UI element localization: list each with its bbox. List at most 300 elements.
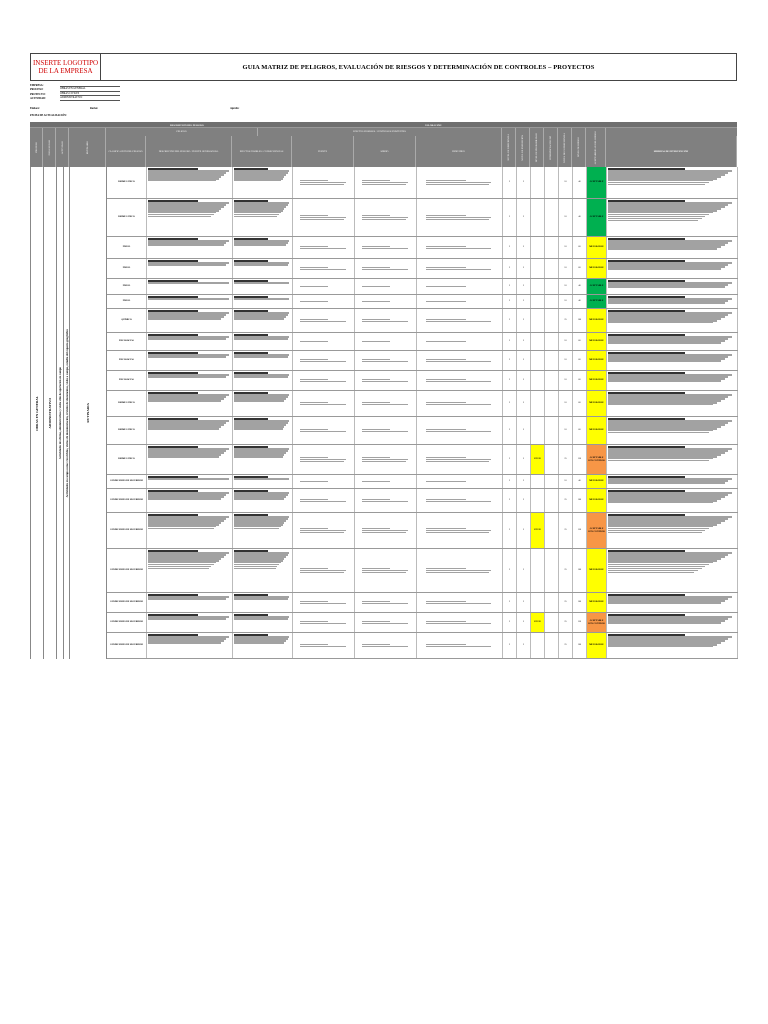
effects-cell xyxy=(233,513,293,548)
value-cell: 10 xyxy=(559,475,573,488)
hazard-description-cell xyxy=(147,199,233,236)
table-row xyxy=(107,445,738,475)
probability-cell xyxy=(531,333,545,350)
group-label: RUTINARIA xyxy=(86,403,90,423)
control-cell xyxy=(355,333,417,350)
value-cell: 2 xyxy=(503,279,517,294)
table-row xyxy=(107,295,738,309)
band-left-label: DESCRIPCIÓN DEL PELIGRO xyxy=(170,123,204,127)
column-header: DESCRIPCIÓN DEL PELIGRO / FUENTE GENERADORA xyxy=(146,136,232,167)
column-header xyxy=(56,128,69,167)
intervention-measures-cell xyxy=(607,333,738,350)
interpretation-cell xyxy=(545,391,559,416)
value-cell: 2 xyxy=(503,333,517,350)
intervention-measures-cell xyxy=(607,237,738,258)
value-cell: 2 xyxy=(503,199,517,236)
column-header: EFECTOS POSIBLES / CONSECUENCIAS xyxy=(232,136,292,167)
group-label: Actividades de oficina, administrativas y visita sitio de operación en campo xyxy=(58,366,62,460)
control-cell xyxy=(417,593,503,612)
value-cell: 2 xyxy=(503,593,517,612)
control-cell xyxy=(417,259,503,278)
table-row xyxy=(107,333,738,351)
effects-cell xyxy=(233,613,293,632)
hazard-class-cell: BIOMECÁNICO xyxy=(107,199,147,236)
control-cell xyxy=(355,549,417,592)
hazard-matrix-table xyxy=(30,122,737,659)
hazard-description-cell xyxy=(147,633,233,658)
probability-cell xyxy=(531,593,545,612)
control-cell xyxy=(417,445,503,474)
table-row xyxy=(107,549,738,593)
probability-cell xyxy=(531,259,545,278)
column-header: FUENTE xyxy=(292,136,354,167)
interpretation-cell xyxy=(545,237,559,258)
group-proceso xyxy=(31,167,44,659)
value-cell: 25 xyxy=(559,513,573,548)
control-cell xyxy=(417,371,503,390)
control-cell xyxy=(293,445,355,474)
interpretation-cell xyxy=(545,371,559,390)
column-header-label: NIVEL DE EXPOSICIÓN xyxy=(521,134,524,161)
value-cell: 3 xyxy=(517,333,531,350)
acceptability-badge: ACEPTABLE CON CONTROL xyxy=(587,513,607,548)
acceptability-badge: MEJORABLE xyxy=(587,237,607,258)
table-row xyxy=(107,167,738,199)
value-cell: 150 xyxy=(573,613,587,632)
column-header-label: ACTIVIDAD xyxy=(60,140,64,155)
control-cell xyxy=(293,513,355,548)
effects-cell xyxy=(233,417,293,444)
probability-cell: MEDIO xyxy=(531,613,545,632)
value-cell: 10 xyxy=(559,371,573,390)
meta-label: PROCESO: xyxy=(30,88,44,92)
approval-label: Revisó: xyxy=(90,107,99,110)
value-cell: 3 xyxy=(517,613,531,632)
hazard-description-cell xyxy=(147,295,233,308)
interpretation-cell xyxy=(545,199,559,236)
value-cell: 2 xyxy=(503,613,517,632)
hazard-class-cell: CONDICIONES DE SEGURIDAD xyxy=(107,489,147,512)
intervention-measures-cell xyxy=(607,489,738,512)
group-label: OBRAS EN GENERAL xyxy=(35,395,39,431)
control-cell xyxy=(355,351,417,370)
hazard-class-cell: CONDICIONES DE SEGURIDAD xyxy=(107,549,147,592)
intervention-measures-cell xyxy=(607,593,738,612)
logo-placeholder: INSERTE LOGOTIPO DE LA EMPRESA xyxy=(31,54,101,80)
control-cell xyxy=(355,309,417,332)
control-cell xyxy=(355,295,417,308)
control-cell xyxy=(293,199,355,236)
value-cell: 2 xyxy=(517,475,531,488)
hazard-description-cell xyxy=(147,475,233,488)
table-row xyxy=(107,351,738,371)
subheader-efectos: EFECTOS POSIBLES / CONTROLES EXISTENTES xyxy=(258,128,502,136)
value-cell: 10 xyxy=(559,417,573,444)
probability-cell xyxy=(531,279,545,294)
group-label: ADMINISTRATIVO xyxy=(48,397,52,429)
intervention-measures-cell xyxy=(607,351,738,370)
hazard-description-cell xyxy=(147,351,233,370)
acceptability-badge: MEJORABLE xyxy=(587,333,607,350)
hazard-class-cell: FÍSICO xyxy=(107,259,147,278)
control-cell xyxy=(417,489,503,512)
control-cell xyxy=(293,309,355,332)
intervention-measures-cell xyxy=(607,167,738,198)
column-header xyxy=(69,128,106,167)
interpretation-cell xyxy=(545,489,559,512)
control-cell xyxy=(293,167,355,198)
value-cell: 2 xyxy=(503,259,517,278)
value-cell: 10 xyxy=(559,279,573,294)
update-date-label: FECHA DE ACTUALIZACIÓN: xyxy=(30,114,67,117)
value-cell: 10 xyxy=(559,295,573,308)
value-cell: 3 xyxy=(517,417,531,444)
control-cell xyxy=(293,259,355,278)
control-cell xyxy=(293,613,355,632)
effects-cell xyxy=(233,593,293,612)
hazard-description-cell xyxy=(147,259,233,278)
intervention-measures-cell xyxy=(607,633,738,658)
interpretation-cell xyxy=(545,475,559,488)
value-cell: 3 xyxy=(517,351,531,370)
acceptability-badge: ACEPTABLE xyxy=(587,279,607,294)
value-cell: 10 xyxy=(559,167,573,198)
value-cell: 2 xyxy=(503,295,517,308)
interpretation-cell xyxy=(545,593,559,612)
subheader-peligro: PELIGRO xyxy=(106,128,258,136)
effects-cell xyxy=(233,549,293,592)
interpretation-cell xyxy=(545,259,559,278)
acceptability-badge: ACEPTABLE xyxy=(587,167,607,198)
value-cell: 60 xyxy=(573,237,587,258)
value-cell: 2 xyxy=(503,309,517,332)
intervention-measures-cell xyxy=(607,371,738,390)
acceptability-badge: ACEPTABLE CON CONTROL xyxy=(587,445,607,474)
value-cell: 10 xyxy=(559,237,573,258)
value-cell: 3 xyxy=(517,237,531,258)
effects-cell xyxy=(233,333,293,350)
control-cell xyxy=(417,549,503,592)
hazard-class-cell: CONDICIONES DE SEGURIDAD xyxy=(107,633,147,658)
value-cell: 40 xyxy=(573,167,587,198)
value-cell: 2 xyxy=(503,489,517,512)
value-cell: 2 xyxy=(503,633,517,658)
hazard-class-cell: PSICOSOCIAL xyxy=(107,333,147,350)
table-row xyxy=(107,417,738,445)
meta-label: ACTIVIDAD: xyxy=(30,97,46,101)
table-header xyxy=(30,122,737,167)
intervention-measures-cell xyxy=(607,613,738,632)
value-cell: 3 xyxy=(517,445,531,474)
acceptability-badge: MEJORABLE xyxy=(587,351,607,370)
interpretation-cell xyxy=(545,417,559,444)
value-cell: 60 xyxy=(573,259,587,278)
control-cell xyxy=(417,333,503,350)
control-cell xyxy=(417,513,503,548)
control-cell xyxy=(293,633,355,658)
column-header-label: ACEPTABILIDAD DEL RIESGO xyxy=(594,130,597,165)
table-row xyxy=(107,237,738,259)
control-cell xyxy=(417,613,503,632)
control-cell xyxy=(293,279,355,294)
intervention-measures-cell xyxy=(607,199,738,236)
intervention-measures-cell xyxy=(607,417,738,444)
hazard-class-cell: BIOMECÁNICO xyxy=(107,391,147,416)
hazard-description-cell xyxy=(147,333,233,350)
control-cell xyxy=(355,279,417,294)
control-cell xyxy=(355,199,417,236)
interpretation-cell xyxy=(545,279,559,294)
probability-cell xyxy=(531,549,545,592)
table-row xyxy=(107,475,738,489)
effects-cell xyxy=(233,309,293,332)
intervention-measures-cell xyxy=(607,513,738,548)
meta-value[interactable]: OBRAS EN GENERAL xyxy=(60,87,120,91)
column-header: CLASIFICACIÓN DEL PELIGRO xyxy=(106,136,146,167)
hazard-class-cell: FÍSICO xyxy=(107,237,147,258)
effects-cell xyxy=(233,633,293,658)
approval-label: Elaboró: xyxy=(30,107,40,110)
hazard-description-cell xyxy=(147,489,233,512)
effects-cell xyxy=(233,167,293,198)
value-cell: 2 xyxy=(503,549,517,592)
control-cell xyxy=(355,613,417,632)
hazard-class-cell: CONDICIONES DE SEGURIDAD xyxy=(107,613,147,632)
control-cell xyxy=(293,391,355,416)
value-cell: 40 xyxy=(573,199,587,236)
value-cell: 10 xyxy=(559,391,573,416)
probability-cell xyxy=(531,489,545,512)
value-cell: 2 xyxy=(503,475,517,488)
probability-cell xyxy=(531,391,545,416)
acceptability-badge: MEJORABLE xyxy=(587,475,607,488)
column-header xyxy=(544,128,558,167)
meta-row xyxy=(30,96,737,100)
value-cell: 40 xyxy=(573,475,587,488)
table-row xyxy=(107,593,738,613)
column-header-label: RUTINARIO xyxy=(85,140,89,155)
table-row xyxy=(107,513,738,549)
control-cell xyxy=(417,237,503,258)
value-cell: 3 xyxy=(517,259,531,278)
control-cell xyxy=(355,445,417,474)
value-cell: 100 xyxy=(573,549,587,592)
hazard-description-cell xyxy=(147,513,233,548)
control-cell xyxy=(355,371,417,390)
meta-label: EMPRESA: xyxy=(30,83,44,87)
value-cell: 2 xyxy=(517,633,531,658)
control-cell xyxy=(417,391,503,416)
value-cell: 2 xyxy=(517,309,531,332)
acceptability-badge: MEJORABLE xyxy=(587,633,607,658)
interpretation-cell xyxy=(545,351,559,370)
column-header: MEDIO xyxy=(354,136,416,167)
acceptability-badge: MEJORABLE xyxy=(587,391,607,416)
value-cell: 25 xyxy=(559,593,573,612)
value-cell: 3 xyxy=(517,391,531,416)
value-cell: 2 xyxy=(503,351,517,370)
acceptability-badge: MEJORABLE xyxy=(587,549,607,592)
value-cell: 25 xyxy=(559,633,573,658)
control-cell xyxy=(293,371,355,390)
column-header xyxy=(30,128,43,167)
column-header-label: PROCESO xyxy=(34,142,38,153)
meta-value[interactable]: ADMINISTRATIVO xyxy=(60,96,120,100)
control-cell xyxy=(293,593,355,612)
table-row xyxy=(107,633,738,659)
value-cell: 60 xyxy=(573,391,587,416)
hazard-description-cell xyxy=(147,167,233,198)
table-row xyxy=(107,199,738,237)
hazard-class-cell: PSICOSOCIAL xyxy=(107,351,147,370)
value-cell: 2 xyxy=(503,167,517,198)
value-cell: 2 xyxy=(517,167,531,198)
value-cell: 25 xyxy=(559,549,573,592)
hazard-description-cell xyxy=(147,549,233,592)
effects-cell xyxy=(233,237,293,258)
column-header xyxy=(572,128,586,167)
intervention-measures-cell xyxy=(607,391,738,416)
acceptability-badge: ACEPTABLE xyxy=(587,295,607,308)
control-cell xyxy=(355,237,417,258)
value-cell: 2 xyxy=(517,593,531,612)
hazard-class-cell: QUÍMICO xyxy=(107,309,147,332)
column-header-label: NIVEL DE PROBABILIDAD xyxy=(535,132,538,163)
hazard-class-cell: BIOMECÁNICO xyxy=(107,167,147,198)
interpretation-cell xyxy=(545,295,559,308)
acceptability-badge: ACEPTABLE CON CONTROL xyxy=(587,613,607,632)
table-body xyxy=(30,167,737,659)
group-rutinario xyxy=(70,167,107,659)
column-header xyxy=(530,128,544,167)
effects-cell xyxy=(233,279,293,294)
probability-cell xyxy=(531,351,545,370)
column-header-label: NIVEL DE DEFICIENCIA xyxy=(507,134,510,161)
value-cell: 10 xyxy=(559,333,573,350)
hazard-description-cell xyxy=(147,445,233,474)
table-row xyxy=(107,259,738,279)
value-cell: 25 xyxy=(559,613,573,632)
value-cell: 2 xyxy=(517,279,531,294)
control-cell xyxy=(355,167,417,198)
effects-cell xyxy=(233,475,293,488)
value-cell: 3 xyxy=(517,371,531,390)
value-cell: 10 xyxy=(559,259,573,278)
value-cell: 2 xyxy=(503,417,517,444)
value-cell: 10 xyxy=(559,351,573,370)
hazard-description-cell xyxy=(147,309,233,332)
intervention-measures-cell xyxy=(607,259,738,278)
control-cell xyxy=(355,489,417,512)
column-header xyxy=(586,128,606,167)
interpretation-cell xyxy=(545,549,559,592)
acceptability-badge: MEJORABLE xyxy=(587,371,607,390)
band-right-label: VALORACIÓN xyxy=(425,123,442,127)
value-cell: 3 xyxy=(517,513,531,548)
control-cell xyxy=(417,351,503,370)
control-cell xyxy=(355,391,417,416)
hazard-class-cell: FÍSICO xyxy=(107,295,147,308)
column-header-label: INTERPRETACIÓN NP xyxy=(549,135,552,160)
value-cell: 2 xyxy=(503,513,517,548)
column-header-medidas: MEDIDAS DE INTERVENCIÓN xyxy=(606,136,737,167)
column-header xyxy=(516,128,530,167)
acceptability-badge: ACEPTABLE xyxy=(587,199,607,236)
hazard-class-cell: CONDICIONES DE SEGURIDAD xyxy=(107,513,147,548)
column-header xyxy=(558,128,572,167)
document-title: GUIA MATRIZ DE PELIGROS, EVALUACIÓN DE RIESGOS Y DETERMINACIÓN DE CONTROLES – PROYECTOS xyxy=(242,63,595,71)
probability-cell xyxy=(531,309,545,332)
hazard-description-cell xyxy=(147,613,233,632)
interpretation-cell xyxy=(545,309,559,332)
control-cell xyxy=(417,295,503,308)
control-cell xyxy=(417,199,503,236)
value-cell: 2 xyxy=(517,199,531,236)
effects-cell xyxy=(233,295,293,308)
probability-cell: MEDIO xyxy=(531,445,545,474)
meta-label: PROYECTO: xyxy=(30,92,46,96)
column-header: INDIVIDUO xyxy=(416,136,502,167)
value-cell: 100 xyxy=(573,309,587,332)
value-cell: 2 xyxy=(517,295,531,308)
hazard-description-cell xyxy=(147,237,233,258)
document-header xyxy=(30,53,737,81)
probability-cell xyxy=(531,237,545,258)
intervention-measures-cell xyxy=(607,309,738,332)
intervention-measures-cell xyxy=(607,549,738,592)
table-row xyxy=(107,279,738,295)
control-cell xyxy=(417,167,503,198)
hazard-class-cell: PSICOSOCIAL xyxy=(107,371,147,390)
hazard-class-cell: FÍSICO xyxy=(107,279,147,294)
hazard-description-cell xyxy=(147,371,233,390)
hazard-description-cell xyxy=(147,279,233,294)
value-cell: 100 xyxy=(573,633,587,658)
value-cell: 60 xyxy=(573,371,587,390)
probability-cell xyxy=(531,167,545,198)
control-cell xyxy=(417,417,503,444)
effects-cell xyxy=(233,489,293,512)
control-cell xyxy=(293,351,355,370)
probability-cell xyxy=(531,371,545,390)
value-cell: 40 xyxy=(573,295,587,308)
meta-value[interactable]: OBRAS CIVILES xyxy=(60,92,120,96)
effects-cell xyxy=(233,259,293,278)
value-cell: 100 xyxy=(573,489,587,512)
interpretation-cell xyxy=(545,613,559,632)
probability-cell xyxy=(531,475,545,488)
interpretation-cell xyxy=(545,513,559,548)
probability-cell xyxy=(531,199,545,236)
column-header-label: ZONA/LUGAR xyxy=(47,139,51,156)
column-header-label: NIVEL DE CONSECUENCIA xyxy=(563,132,566,163)
control-cell xyxy=(293,417,355,444)
column-header xyxy=(502,128,516,167)
interpretation-cell xyxy=(545,633,559,658)
probability-cell xyxy=(531,295,545,308)
hazard-description-cell xyxy=(147,391,233,416)
interpretation-cell xyxy=(545,333,559,350)
group-label: Actividades en campo como: recorridos, visitas de documentación, revisión de documentos, visita a campo, estudio del espacio geográfico xyxy=(64,328,69,498)
table-row xyxy=(107,371,738,391)
control-cell xyxy=(293,237,355,258)
value-cell: 10 xyxy=(559,199,573,236)
control-cell xyxy=(355,513,417,548)
acceptability-badge: MEJORABLE xyxy=(587,309,607,332)
effects-cell xyxy=(233,391,293,416)
value-cell: 2 xyxy=(517,489,531,512)
control-cell xyxy=(293,475,355,488)
